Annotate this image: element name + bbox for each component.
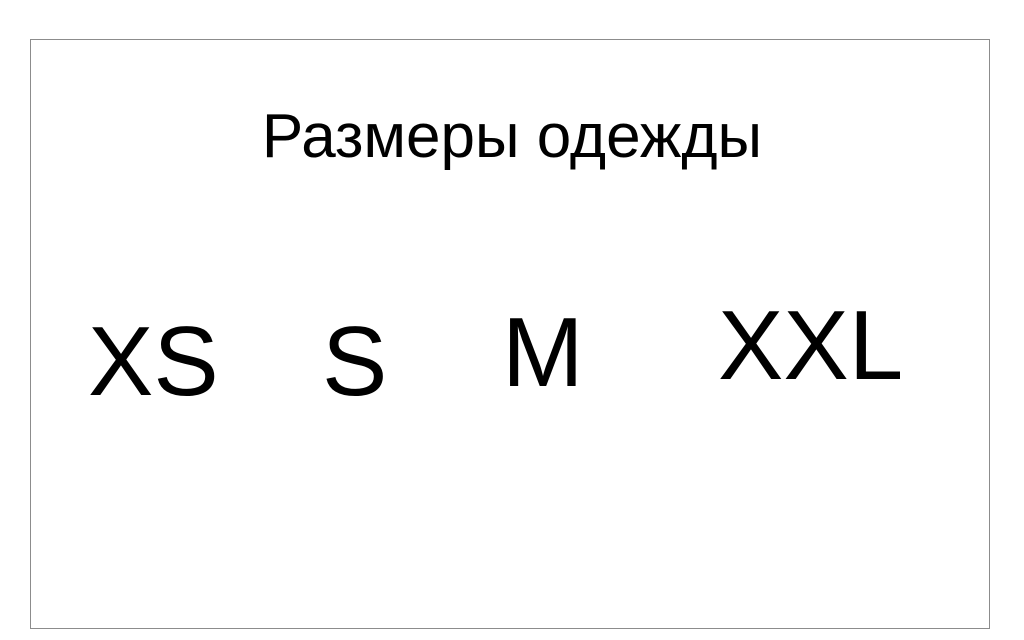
size-label-xxl: XXL [718, 290, 904, 400]
size-label-xs: XS [88, 306, 219, 416]
slide-title: Размеры одежды [261, 102, 763, 171]
size-label-s: S [322, 306, 388, 416]
size-label-m: M [502, 297, 584, 407]
